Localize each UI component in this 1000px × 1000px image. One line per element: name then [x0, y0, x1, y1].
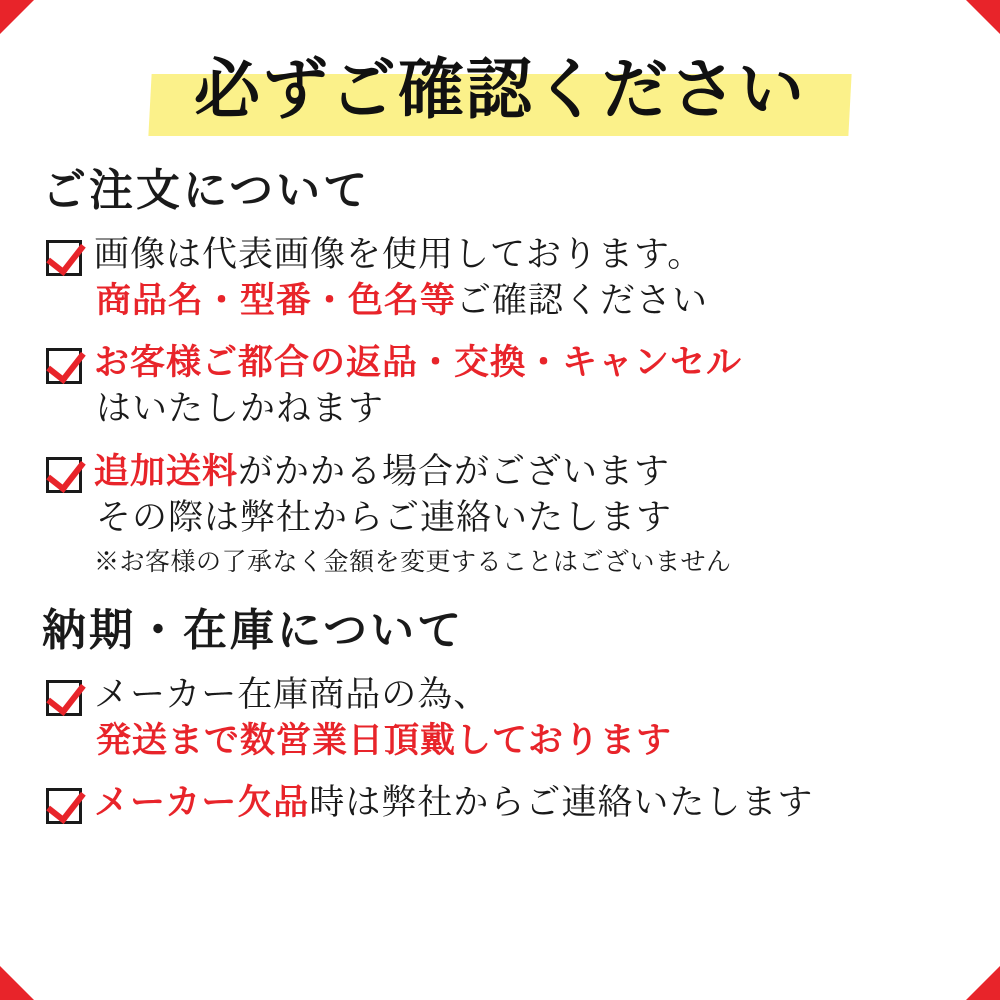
- section-delivery-stock: [34, 594, 966, 827]
- corner-accent-bottom-left: [0, 966, 34, 1000]
- emphasis-text: 商品名・型番・色名等: [96, 280, 457, 322]
- normal-text: 時は弊社からご連絡いたします: [309, 783, 814, 824]
- list-item-line: 画像は代表画像を使用しております。: [94, 234, 704, 275]
- list-item: [46, 232, 966, 324]
- list-item-line: [94, 780, 813, 826]
- checkbox-checked-icon: [46, 348, 82, 384]
- page-title: 必ずご確認ください: [194, 50, 806, 128]
- emphasis-text: 追加送料: [94, 450, 239, 492]
- corner-accent-top-left: [0, 0, 34, 34]
- section-heading-delivery-stock: 納期・在庫について: [42, 605, 465, 657]
- list-item-line: 発送まで数営業日頂戴しております: [96, 720, 673, 762]
- list-item-text: [94, 340, 742, 432]
- list-item: [46, 449, 966, 578]
- corner-accent-bottom-right: [966, 966, 1000, 1000]
- list-item-line: メーカー在庫商品の為、: [94, 675, 490, 716]
- section-heading-orders: ご注文について: [42, 164, 371, 216]
- list-item-line: お客様ご都合の返品・交換・キャンセル: [94, 342, 743, 384]
- list-item: [46, 780, 966, 826]
- normal-text: ご確認ください: [456, 281, 709, 322]
- list-item-note: ※お客様の了承なく金額を変更することはございません: [94, 547, 732, 577]
- checkbox-checked-icon: [46, 788, 82, 824]
- checkbox-checked-icon: [46, 240, 82, 276]
- list-item-line: はいたしかねます: [96, 389, 385, 430]
- list-item-text: [94, 672, 672, 764]
- corner-accent-top-right: [966, 0, 1000, 34]
- list-item: [46, 340, 966, 432]
- list-item-line: その際は弊社からご連絡いたします: [96, 497, 673, 538]
- section-orders: [34, 154, 966, 578]
- checkbox-checked-icon: [46, 680, 82, 716]
- emphasis-text: メーカー欠品: [94, 782, 310, 824]
- list-item-line: [94, 278, 708, 324]
- list-item-text: [94, 232, 708, 324]
- normal-text: がかかる場合がございます: [238, 451, 671, 492]
- list-item-line: [94, 449, 732, 495]
- list-item-text: [94, 449, 732, 578]
- list-item: [46, 672, 966, 764]
- list-item-text: [94, 780, 813, 826]
- checkbox-checked-icon: [46, 457, 82, 493]
- page-title-block: [34, 52, 966, 128]
